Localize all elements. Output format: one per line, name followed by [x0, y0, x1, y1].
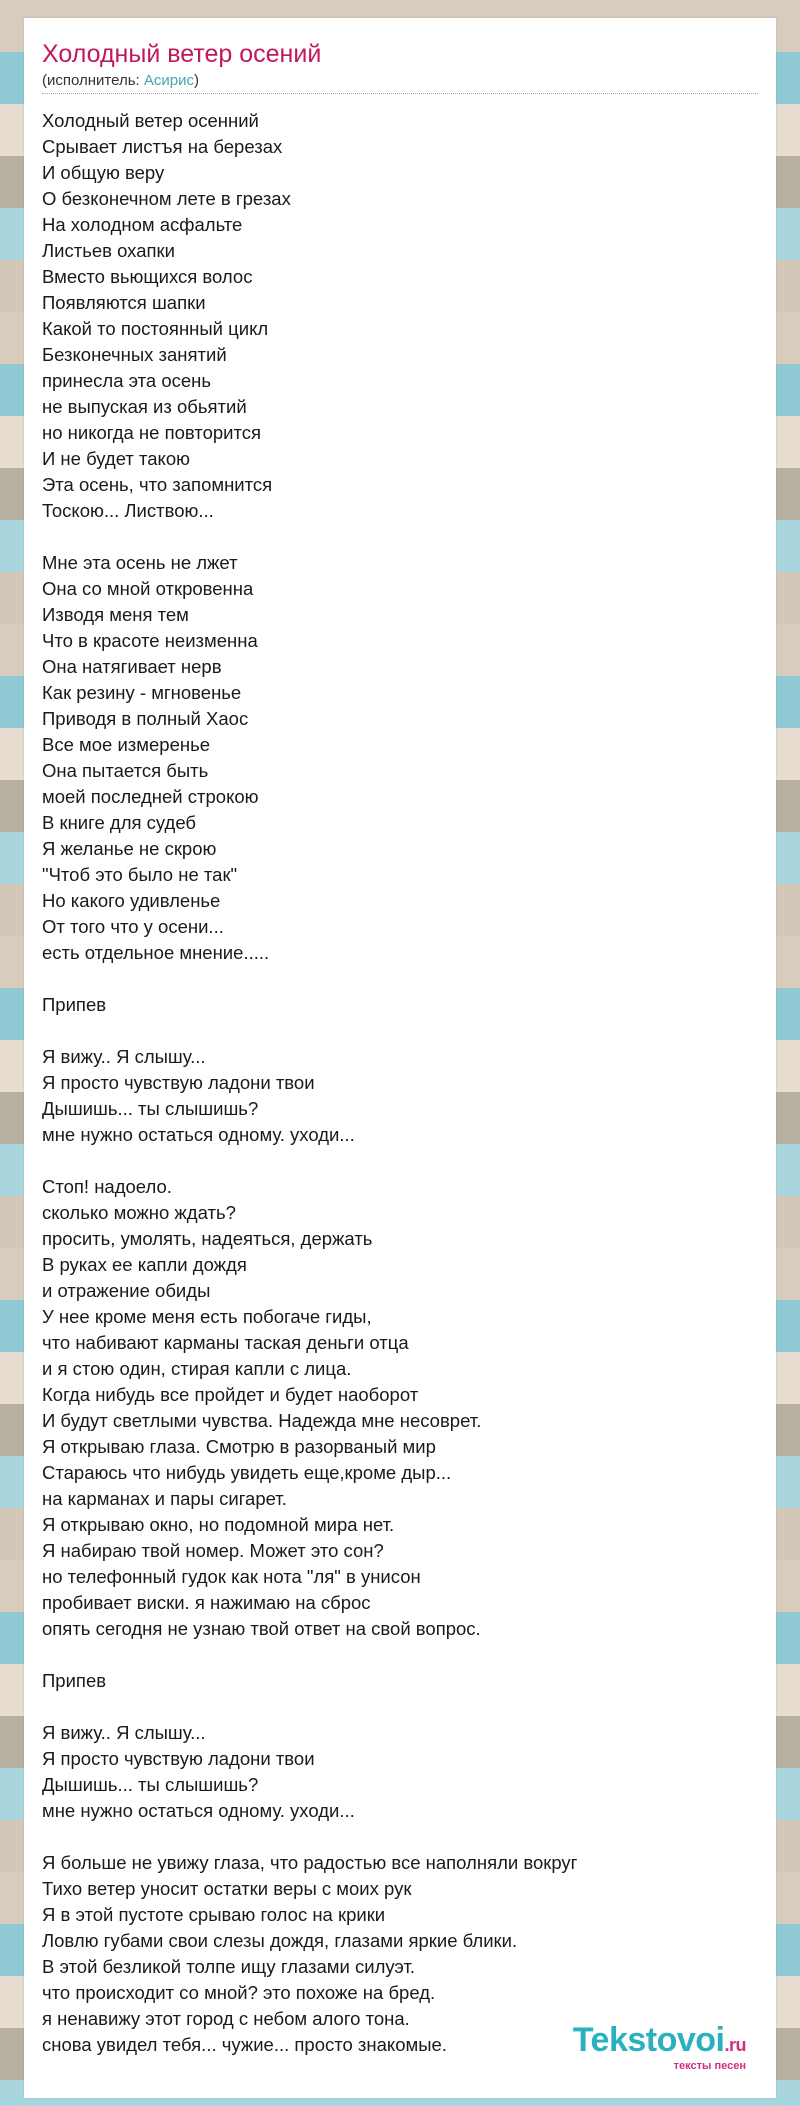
logo-wordmark	[573, 2023, 746, 2062]
lyrics-line: и отражение обиды	[42, 1280, 211, 1301]
logo-name: Tekstovoi	[572, 2021, 725, 2059]
lyrics-line: что происходит со мной? это похоже на бред.	[42, 1982, 436, 2003]
lyrics-line: Но какого удивленье	[42, 890, 221, 911]
lyrics-line: Приводя в полный Хаос	[42, 708, 249, 729]
lyrics-line: моей последней строкою	[42, 786, 259, 807]
logo-tagline: тексты песен	[673, 2060, 746, 2072]
lyrics-line: Я желанье не скрою	[42, 838, 217, 859]
lyrics-line: Она пытается быть	[42, 760, 209, 781]
lyrics-line: Я просто чувствую ладони твои	[42, 1748, 315, 1769]
lyrics-line: Когда нибудь все пройдет и будет наоборот	[42, 1384, 419, 1405]
lyrics-line: Припев	[42, 994, 107, 1015]
lyrics-blank-line	[42, 524, 762, 550]
lyrics-line: снова увидел тебя... чужие... просто знакомые.	[42, 2034, 447, 2055]
lyrics-line: Припев	[42, 1670, 107, 1691]
song-title: Холодный ветер осений	[42, 40, 322, 68]
lyrics-line: Изводя меня тем	[42, 604, 189, 625]
lyrics-line: "Чтоб это было не так"	[42, 864, 238, 885]
lyrics-line: Все мое измеренье	[42, 734, 210, 755]
lyrics-line: Что в красоте неизменна	[42, 630, 258, 651]
lyrics-line: опять сегодня не узнаю твой ответ на свой вопрос.	[42, 1618, 481, 1639]
lyrics-line: Тоскою... Листвою...	[42, 500, 214, 521]
lyrics-line: От того что у осени...	[42, 916, 224, 937]
lyrics-blank-line	[42, 1148, 762, 1174]
lyrics-line: О безконечном лете в грезах	[42, 188, 291, 209]
lyrics-line: В руках ее капли дождя	[42, 1254, 247, 1275]
lyrics-line: Срывает листъя на березах	[42, 136, 283, 157]
lyrics-line: я ненавижу этот город с небом алого тона.	[42, 2008, 410, 2029]
lyrics-line: Тихо ветер уносит остатки веры с моих рук	[42, 1878, 412, 1899]
lyrics-line: Листьев охапки	[42, 240, 175, 261]
lyrics-line: Как резину - мгновенье	[42, 682, 242, 703]
lyrics-line: Вместо вьющихся волос	[42, 266, 253, 287]
lyrics-line: не выпуская из обьятий	[42, 396, 247, 417]
site-logo[interactable]	[573, 2023, 746, 2072]
lyrics-line: Я открываю глаза. Смотрю в разорваный мир	[42, 1436, 436, 1457]
lyrics-line: Я больше не увижу глаза, что радостью все наполняли вокруг	[42, 1852, 578, 1873]
lyrics-line: Дышишь... ты слышишь?	[42, 1098, 259, 1119]
lyrics-line: Стоп! надоело.	[42, 1176, 172, 1197]
lyrics-line: Какой то постоянный цикл	[42, 318, 269, 339]
lyrics-blank-line	[42, 1824, 762, 1850]
lyrics-line: Холодный ветер осенний	[42, 110, 259, 131]
lyrics-blank-line	[42, 1642, 762, 1668]
lyrics-line: сколько можно ждать?	[42, 1202, 236, 1223]
lyrics-line: мне нужно остаться одному. уходи...	[42, 1124, 355, 1145]
lyrics-line: И не будет такою	[42, 448, 191, 469]
lyrics-line: но телефонный гудок как нота "ля" в унисон	[42, 1566, 421, 1587]
performer-link[interactable]: Асирис	[143, 72, 194, 89]
lyrics-line: мне нужно остаться одному. уходи...	[42, 1800, 355, 1821]
lyrics-line: Она со мной откровенна	[42, 578, 254, 599]
lyrics-line: что набивают карманы таская деньги отца	[42, 1332, 409, 1353]
lyrics-line: И будут светлыми чувства. Надежда мне несоврет.	[42, 1410, 482, 1431]
lyrics-line: на карманах и пары сигарет.	[42, 1488, 287, 1509]
lyrics-line: просить, умолять, надеяться, держать	[42, 1228, 373, 1249]
lyrics-line: В книге для судеб	[42, 812, 196, 833]
lyrics-line: Появляются шапки	[42, 292, 206, 313]
lyrics-line: пробивает виски. я нажимаю на сброс	[42, 1592, 371, 1613]
lyrics-blank-line	[42, 1694, 762, 1720]
lyrics-line: принесла эта осень	[42, 370, 212, 391]
lyrics-line: Я вижу.. Я слышу...	[42, 1722, 206, 1743]
lyrics-blank-line	[42, 1018, 762, 1044]
lyrics-line: Я набираю твой номер. Может это сон?	[42, 1540, 384, 1561]
lyrics-line: Эта осень, что запомнится	[42, 474, 273, 495]
lyrics-line: Она натягивает нерв	[42, 656, 222, 677]
lyrics-line: и я стою один, стирая капли с лица.	[42, 1358, 352, 1379]
lyrics-line: Мне эта осень не лжет	[42, 552, 238, 573]
lyrics-line: И общую веру	[42, 162, 165, 183]
lyrics-line: Стараюсь что нибудь увидеть еще,кроме дыр...	[42, 1462, 452, 1483]
lyrics-line: есть отдельное мнение.....	[42, 942, 270, 963]
lyrics-line: На холодном асфальте	[42, 214, 243, 235]
performer-prefix: (исполнитель:	[42, 72, 144, 89]
performer-suffix: )	[193, 72, 199, 89]
lyrics-line: Ловлю губами свои слезы дождя, глазами яркие блики.	[42, 1930, 518, 1951]
lyrics-line: Я просто чувствую ладони твои	[42, 1072, 315, 1093]
lyrics-text	[42, 108, 762, 2058]
lyrics-line: Я в этой пустоте срываю голос на крики	[42, 1904, 386, 1925]
lyrics-line: В этой безликой толпе ищу глазами силуэт.	[42, 1956, 416, 1977]
lyrics-line: но никогда не повторится	[42, 422, 262, 443]
lyrics-blank-line	[42, 966, 762, 992]
logo-domain: .ru	[724, 2035, 746, 2055]
performer-line	[42, 72, 199, 89]
lyrics-line: Дышишь... ты слышишь?	[42, 1774, 259, 1795]
lyrics-line: У нее кроме меня есть побогаче гиды,	[42, 1306, 372, 1327]
title-divider	[42, 93, 758, 94]
lyrics-card	[24, 18, 776, 2098]
lyrics-line: Безконечных занятий	[42, 344, 227, 365]
lyrics-line: Я открываю окно, но подомной мира нет.	[42, 1514, 395, 1535]
lyrics-line: Я вижу.. Я слышу...	[42, 1046, 206, 1067]
